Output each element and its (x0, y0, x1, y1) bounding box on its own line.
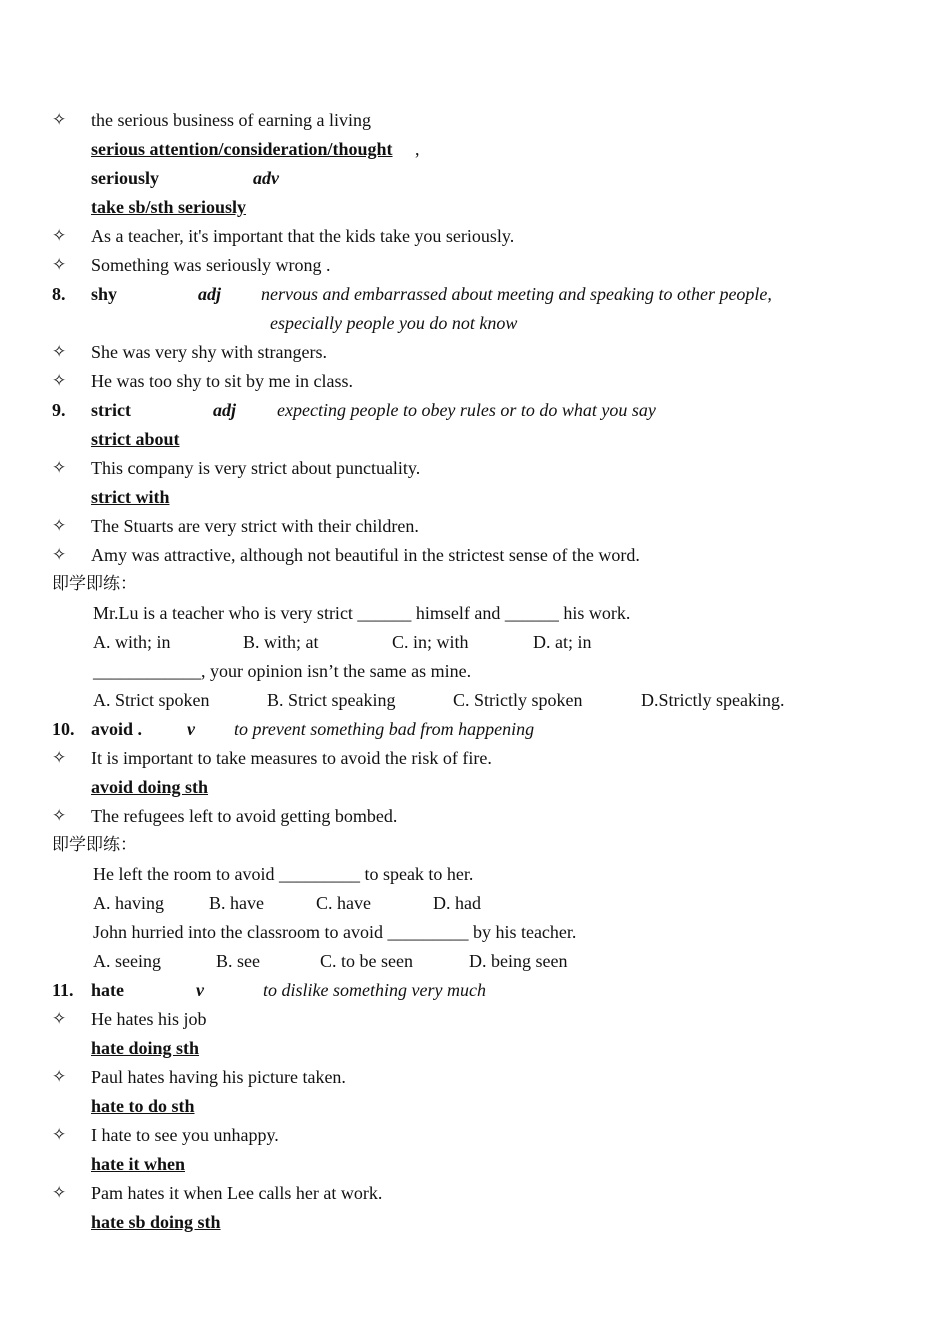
phrase-line (0, 1150, 950, 1179)
question-text: John hurried into the classroom to avoid _________ by his teacher. (93, 922, 577, 942)
star-bullet-icon: ✧ (52, 255, 67, 275)
example-text: Pam hates it when Lee calls her at work. (91, 1183, 383, 1203)
option-c: C. in; with (392, 632, 469, 652)
phrase-heading: strict about (91, 429, 180, 449)
phrase-heading: hate sb doing sth (91, 1212, 221, 1232)
example-line (0, 1063, 950, 1092)
definition: to dislike something very much (263, 980, 486, 1000)
question-text: ____________, your opinion isn’t the same as mine. (93, 661, 472, 681)
entry-header (0, 715, 950, 744)
example-line (0, 1005, 950, 1034)
part-of-speech: adj (213, 400, 237, 420)
star-bullet-icon: ✧ (52, 748, 67, 768)
derived-word-line (0, 164, 950, 193)
option-b: B. Strict speaking (267, 690, 396, 710)
star-bullet-icon: ✧ (52, 516, 67, 536)
star-bullet-icon: ✧ (52, 1125, 67, 1145)
phrase-line (0, 483, 950, 512)
exercise-options (0, 947, 950, 976)
phrase-line (0, 1034, 950, 1063)
option-a: A. Strict spoken (93, 690, 210, 710)
example-line (0, 1179, 950, 1208)
question-text: He left the room to avoid _________ to speak to her. (93, 864, 474, 884)
option-b: B. with; at (243, 632, 319, 652)
star-bullet-icon: ✧ (52, 545, 67, 565)
document-page (0, 106, 950, 1237)
phrase-heading (91, 135, 393, 164)
phrase-line (0, 773, 950, 802)
headword: strict (91, 400, 131, 420)
option-c: C. Strictly spoken (453, 690, 583, 710)
definition: expecting people to obey rules or to do what you say (277, 400, 656, 420)
practice-label: 即学即练： (52, 574, 137, 594)
option-a: A. seeing (93, 951, 161, 971)
phrase-heading: avoid doing sth (91, 777, 209, 797)
entry-header (0, 396, 950, 425)
star-bullet-icon: ✧ (52, 458, 67, 478)
part-of-speech: v (196, 980, 204, 1000)
option-b: B. see (216, 951, 260, 971)
option-a: A. with; in (93, 632, 171, 652)
headword: shy (91, 284, 118, 304)
star-bullet-icon: ✧ (52, 1067, 67, 1087)
example-line (0, 512, 950, 541)
star-bullet-icon: ✧ (52, 342, 67, 362)
exercise-question (0, 657, 950, 686)
phrase-heading: hate doing sth (91, 1038, 200, 1058)
entry-header (0, 280, 950, 309)
star-bullet-icon: ✧ (52, 371, 67, 391)
option-b: B. have (209, 893, 264, 913)
phrase-heading: strict with (91, 487, 170, 507)
example-line (0, 802, 950, 831)
question-text: Mr.Lu is a teacher who is very strict ______ himself and ______ his work. (93, 603, 631, 623)
example-text: I hate to see you unhappy. (91, 1125, 279, 1145)
practice-label-line (0, 831, 950, 860)
practice-label-line (0, 570, 950, 599)
phrase-text: serious attention/consideration/thought (91, 139, 393, 159)
entry-number: 9. (52, 400, 66, 420)
example-line (0, 744, 950, 773)
definition: especially people you do not know (270, 313, 518, 333)
example-text: She was very shy with strangers. (91, 342, 327, 362)
star-bullet-icon: ✧ (52, 1183, 67, 1203)
star-bullet-icon: ✧ (52, 110, 67, 130)
phrase-heading: hate to do sth (91, 1096, 195, 1116)
entry-number: 8. (52, 284, 66, 304)
example-line (0, 454, 950, 483)
phrase-line (0, 135, 950, 164)
option-d: D.Strictly speaking. (641, 690, 785, 710)
phrase-line (0, 1208, 950, 1237)
example-line (0, 541, 950, 570)
part-of-speech: adv (253, 168, 279, 188)
example-text: It is important to take measures to avoid the risk of fire. (91, 748, 492, 768)
example-line (0, 251, 950, 280)
example-line (0, 367, 950, 396)
exercise-options (0, 686, 950, 715)
phrase-line (0, 1092, 950, 1121)
option-c: C. have (316, 893, 371, 913)
option-d: D. at; in (533, 632, 592, 652)
example-text: the serious business of earning a living (91, 110, 371, 130)
phrase-heading: hate it when (91, 1154, 185, 1174)
trailing-comma: , (415, 139, 420, 159)
phrase-heading: take sb/sth seriously (91, 197, 247, 217)
exercise-question (0, 918, 950, 947)
exercise-options (0, 889, 950, 918)
exercise-question (0, 599, 950, 628)
star-bullet-icon: ✧ (52, 226, 67, 246)
star-bullet-icon: ✧ (52, 806, 67, 826)
option-c: C. to be seen (320, 951, 413, 971)
star-bullet-icon: ✧ (52, 1009, 67, 1029)
exercise-question (0, 860, 950, 889)
example-text: He was too shy to sit by me in class. (91, 371, 353, 391)
phrase-line (0, 425, 950, 454)
example-text: Something was seriously wrong . (91, 255, 331, 275)
phrase-line (0, 193, 950, 222)
example-line (0, 106, 950, 135)
option-d: D. had (433, 893, 481, 913)
example-line (0, 222, 950, 251)
headword: avoid . (91, 719, 143, 739)
part-of-speech: adj (198, 284, 222, 304)
example-text: As a teacher, it's important that the kids take you seriously. (91, 226, 515, 246)
example-text: This company is very strict about punctuality. (91, 458, 421, 478)
example-text: The refugees left to avoid getting bombed. (91, 806, 398, 826)
entry-number: 11. (52, 980, 74, 1000)
example-text: The Stuarts are very strict with their children. (91, 516, 419, 536)
exercise-options (0, 628, 950, 657)
headword: hate (91, 980, 124, 1000)
part-of-speech: v (187, 719, 195, 739)
option-a: A. having (93, 893, 164, 913)
definition: nervous and embarrassed about meeting and speaking to other people, (261, 284, 772, 304)
practice-label: 即学即练： (52, 835, 137, 855)
example-line (0, 338, 950, 367)
entry-number: 10. (52, 719, 75, 739)
derived-word: seriously (91, 168, 160, 188)
example-text: Amy was attractive, although not beautiful in the strictest sense of the word. (91, 545, 640, 565)
example-text: He hates his job (91, 1009, 207, 1029)
example-line (0, 1121, 950, 1150)
example-text: Paul hates having his picture taken. (91, 1067, 346, 1087)
entry-header (0, 976, 950, 1005)
option-d: D. being seen (469, 951, 568, 971)
definition: to prevent something bad from happening (234, 719, 535, 739)
definition-continued (0, 309, 950, 338)
